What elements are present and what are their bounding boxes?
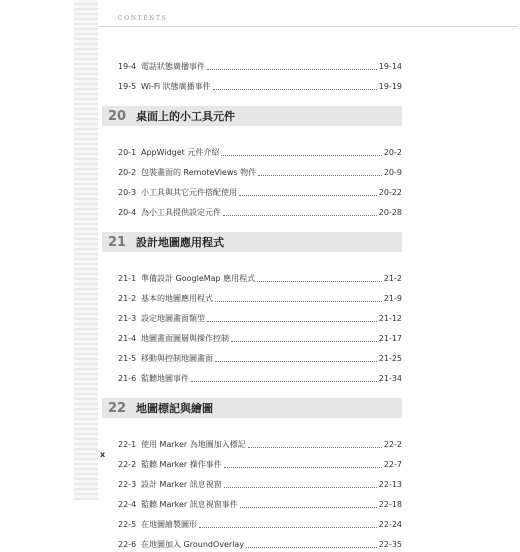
entry-page: 21-25 (378, 354, 402, 363)
toc-entry[interactable] (118, 452, 402, 472)
dot-leader (224, 466, 382, 468)
entry-title: 使用 Marker 為地圖加入標記 (141, 440, 246, 449)
dot-leader (213, 88, 377, 90)
entry-number: 19-4 (118, 62, 137, 71)
entry-page: 19-19 (378, 82, 402, 91)
entry-page: 22-13 (378, 480, 402, 489)
entry-page: 20-9 (383, 168, 402, 177)
entry-title: 在地圖加入 GroundOverlay (141, 540, 245, 549)
entry-page: 20-22 (378, 188, 402, 197)
chapter-number: 21 (107, 234, 127, 250)
entry-number: 22-4 (118, 500, 137, 509)
toc-entry[interactable] (118, 472, 402, 492)
toc-group-top (118, 54, 402, 94)
entry-page: 22-35 (378, 540, 402, 549)
entry-title: 包裝畫面的 RemoteViews 物件 (141, 168, 257, 177)
entry-title: 設計 Marker 訊息視窗 (141, 480, 222, 489)
dot-leader (207, 68, 377, 70)
entry-title: 地圖畫面圖層與操作控制 (141, 334, 229, 343)
entry-page: 21-17 (378, 334, 402, 343)
toc-entry[interactable] (118, 180, 402, 200)
entry-title: 監聽 Marker 操作事件 (141, 460, 222, 469)
entry-title: AppWidget 元件介紹 (141, 148, 220, 157)
dot-leader (224, 486, 377, 488)
chapter-heading[interactable] (102, 232, 402, 252)
entry-title: 電話狀態廣播事件 (141, 62, 205, 71)
entry-page: 22-2 (383, 440, 402, 449)
entry-number: 19-5 (118, 82, 137, 91)
chapter-title: 地圖標記與繪圖 (136, 402, 213, 415)
entry-number: 21-2 (118, 294, 137, 303)
toc-entry[interactable] (118, 74, 402, 94)
dot-leader (221, 154, 382, 156)
chapter-title: 桌面上的小工具元件 (136, 110, 235, 123)
chapter-number: 20 (107, 108, 127, 124)
entry-title: 為小工具提供設定元件 (141, 208, 221, 217)
toc-entry[interactable] (118, 326, 402, 346)
entry-number: 22-3 (118, 480, 137, 489)
entry-number: 21-6 (118, 374, 137, 383)
entry-page: 22-24 (378, 520, 402, 529)
dot-leader (207, 320, 377, 322)
entry-number: 22-5 (118, 520, 137, 529)
entry-number: 21-3 (118, 314, 137, 323)
toc-entry[interactable] (118, 266, 402, 286)
table-of-contents (107, 54, 402, 552)
dot-leader (239, 194, 377, 196)
entry-title: 在地圖繪製圖形 (141, 520, 197, 529)
toc-entry[interactable] (118, 200, 402, 220)
entry-number: 20-4 (118, 208, 137, 217)
entry-page: 21-12 (378, 314, 402, 323)
toc-entry[interactable] (118, 160, 402, 180)
entry-number: 22-6 (118, 540, 137, 549)
toc-entry[interactable] (118, 306, 402, 326)
toc-entry[interactable] (118, 492, 402, 512)
entry-number: 22-1 (118, 440, 137, 449)
toc-entry[interactable] (118, 286, 402, 306)
toc-entry[interactable] (118, 54, 402, 74)
entry-number: 21-1 (118, 274, 137, 283)
entry-title: 準備設計 GoogleMap 應用程式 (141, 274, 256, 283)
dot-leader (215, 300, 382, 302)
entry-page: 22-18 (378, 500, 402, 509)
dot-leader (191, 380, 377, 382)
toc-entry[interactable] (118, 432, 402, 452)
chapter-number: 22 (107, 400, 127, 416)
toc-entry[interactable] (118, 140, 402, 160)
entry-title: 設定地圖畫面類型 (141, 314, 205, 323)
entry-title: 小工具與其它元件搭配使用 (141, 188, 237, 197)
dot-leader (257, 280, 382, 282)
entry-number: 20-3 (118, 188, 137, 197)
entry-number: 22-2 (118, 460, 137, 469)
entry-page: 21-2 (383, 274, 402, 283)
toc-entry[interactable] (118, 532, 402, 552)
dot-leader (215, 360, 377, 362)
entry-number: 21-4 (118, 334, 137, 343)
entry-title: 移動與控制地圖畫面 (141, 354, 213, 363)
entry-title: 監聽 Marker 訊息視窗事件 (141, 500, 238, 509)
chapter-heading[interactable] (102, 106, 402, 126)
entry-title: 監聽地圖事件 (141, 374, 189, 383)
dot-leader (199, 526, 377, 528)
entry-page: 20-28 (378, 208, 402, 217)
dot-leader (258, 174, 382, 176)
dot-leader (248, 446, 382, 448)
chapter-heading[interactable] (102, 398, 402, 418)
toc-entry[interactable] (118, 512, 402, 532)
entry-page: 22-7 (383, 460, 402, 469)
entry-number: 20-2 (118, 168, 137, 177)
chapter-title: 設計地圖應用程式 (136, 236, 224, 249)
dot-leader (240, 506, 377, 508)
entry-page: 19-14 (378, 62, 402, 71)
entry-page: 21-34 (378, 374, 402, 383)
entry-number: 21-5 (118, 354, 137, 363)
entry-page: 20-2 (383, 148, 402, 157)
toc-entry[interactable] (118, 346, 402, 366)
header-band (98, 0, 518, 27)
entry-page: 21-9 (383, 294, 402, 303)
dot-leader (231, 340, 377, 342)
running-header: CONTENTS (118, 15, 168, 22)
entry-title: Wi-Fi 狀態廣播事件 (141, 82, 211, 91)
decorative-stripes (74, 0, 98, 500)
dot-leader (246, 546, 377, 548)
page-number-label: x (100, 450, 106, 459)
toc-entry[interactable] (118, 366, 402, 386)
entry-title: 基本的地圖應用程式 (141, 294, 213, 303)
dot-leader (223, 214, 377, 216)
entry-number: 20-1 (118, 148, 137, 157)
